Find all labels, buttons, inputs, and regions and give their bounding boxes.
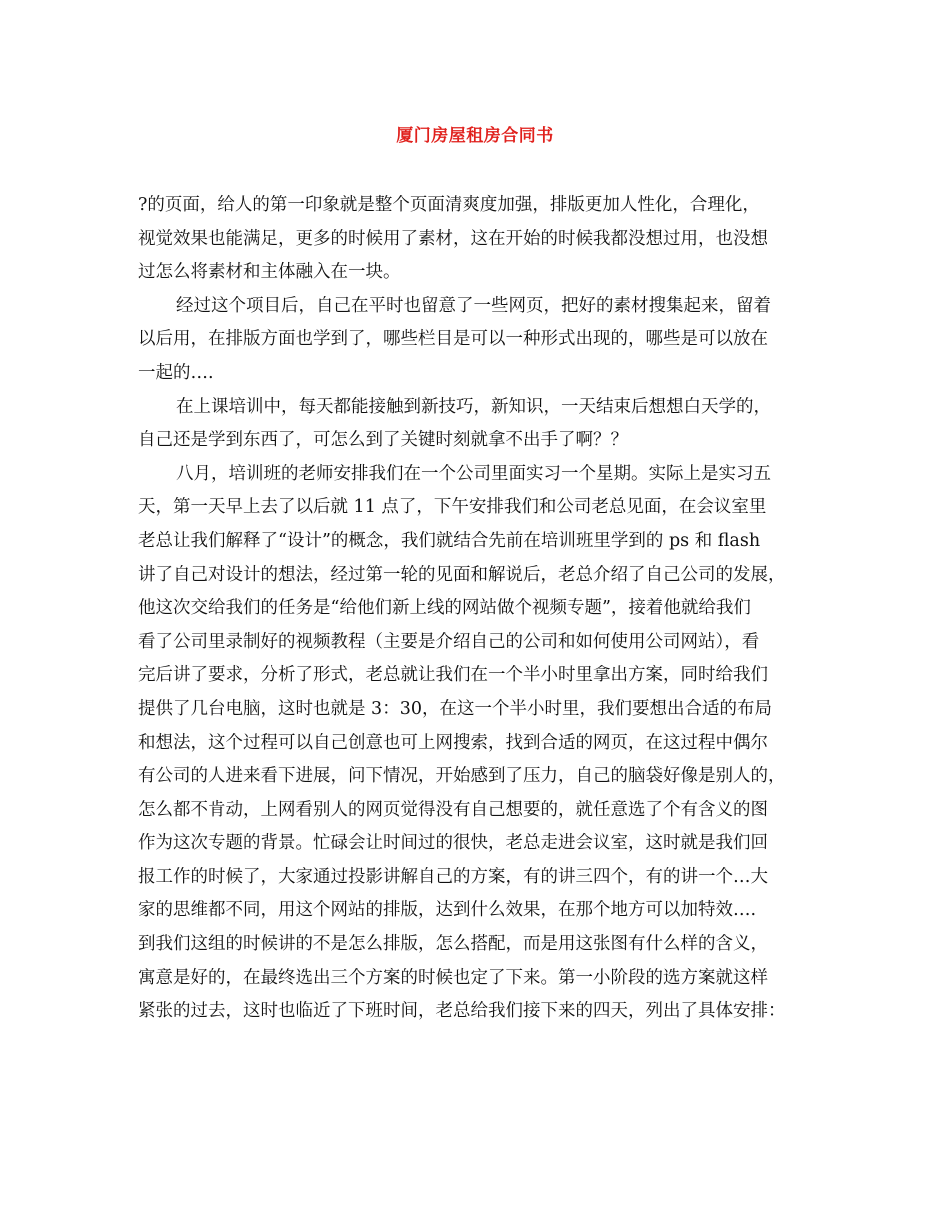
text-line: 在上课培训中，每天都能接触到新技巧，新知识，一天结束后想想白天学的， bbox=[176, 396, 771, 417]
text-line: ?的页面，给人的第一印象就是整个页面清爽度加强，排版更加人性化，合理化， bbox=[138, 195, 760, 215]
text-line: 到我们这组的时候讲的不是怎么排版，怎么搭配，而是用这张图有什么样的含义， bbox=[138, 934, 768, 955]
text-line: 看了公司里录制好的视频教程（主要是介绍自己的公司和如何使用公司网站），看 bbox=[138, 631, 760, 652]
text-line: 讲了自己对设计的想法，经过第一轮的见面和解说后，老总介绍了自己公司的发展， bbox=[138, 564, 786, 585]
text-line: 自己还是学到东西了，可怎么到了关键时刻就拿不出手了啊？？ bbox=[138, 430, 628, 451]
text-line: 视觉效果也能满足，更多的时候用了素材，这在开始的时候我都没想过用，也没想 bbox=[138, 228, 768, 249]
text-line: 天，第一天早上去了以后就 11 点了，下午安排我们和公司老总见面，在会议室里 bbox=[138, 497, 767, 518]
text-line: 寓意是好的，在最终选出三个方案的时候也定了下来。第一小阶段的选方案就这样 bbox=[138, 967, 768, 988]
text-line: 作为这次专题的背景。忙碌会让时间过的很快，老总走进会议室，这时就是我们回 bbox=[138, 833, 768, 854]
text-line: 过怎么将素材和主体融入在一块。 bbox=[138, 262, 401, 283]
document-title: 厦门房屋租房合同书 bbox=[396, 126, 554, 146]
text-line: 以后用，在排版方面也学到了，哪些栏目是可以一种形式出现的，哪些是可以放在 bbox=[138, 329, 768, 350]
text-line: 提供了几台电脑，这时也就是 3：30，在这一个半小时里，我们要想出合适的布局 bbox=[138, 698, 772, 719]
text-line: 报工作的时候了，大家通过投影讲解自己的方案，有的讲三四个，有的讲一个…大 bbox=[138, 866, 768, 887]
text-line: 他这次交给我们的任务是“给他们新上线的网站做个视频专题”，接着他就给我们 bbox=[138, 598, 751, 619]
text-line: 八月，培训班的老师安排我们在一个公司里面实习一个星期。实际上是实习五 bbox=[176, 463, 771, 484]
text-line: 怎么都不肯动，上网看别人的网页觉得没有自己想要的，就任意选了个有含义的图 bbox=[138, 799, 768, 820]
text-line: 老总让我们解释了“设计”的概念，我们就结合先前在培训班里学到的 ps 和 flash bbox=[138, 530, 761, 551]
document-body bbox=[138, 189, 828, 1029]
text-line: 有公司的人进来看下进展，问下情况，开始感到了压力，自己的脑袋好像是别人的， bbox=[138, 766, 786, 787]
text-line: 和想法，这个过程可以自己创意也可上网搜索，找到合适的网页，在这过程中偶尔 bbox=[138, 732, 768, 753]
text-line: 完后讲了要求，分析了形式，老总就让我们在一个半小时里拿出方案，同时给我们 bbox=[138, 665, 768, 686]
text-line: 一起的…. bbox=[138, 362, 214, 383]
text-line: 经过这个项目后，自己在平时也留意了一些网页，把好的素材搜集起来，留着 bbox=[176, 295, 771, 316]
text-line: 家的思维都不同，用这个网站的排版，达到什么效果，在那个地方可以加特效…. bbox=[138, 900, 757, 921]
text-line: 紧张的过去，这时也临近了下班时间，老总给我们接下来的四天，列出了具体安排： bbox=[138, 1001, 786, 1022]
